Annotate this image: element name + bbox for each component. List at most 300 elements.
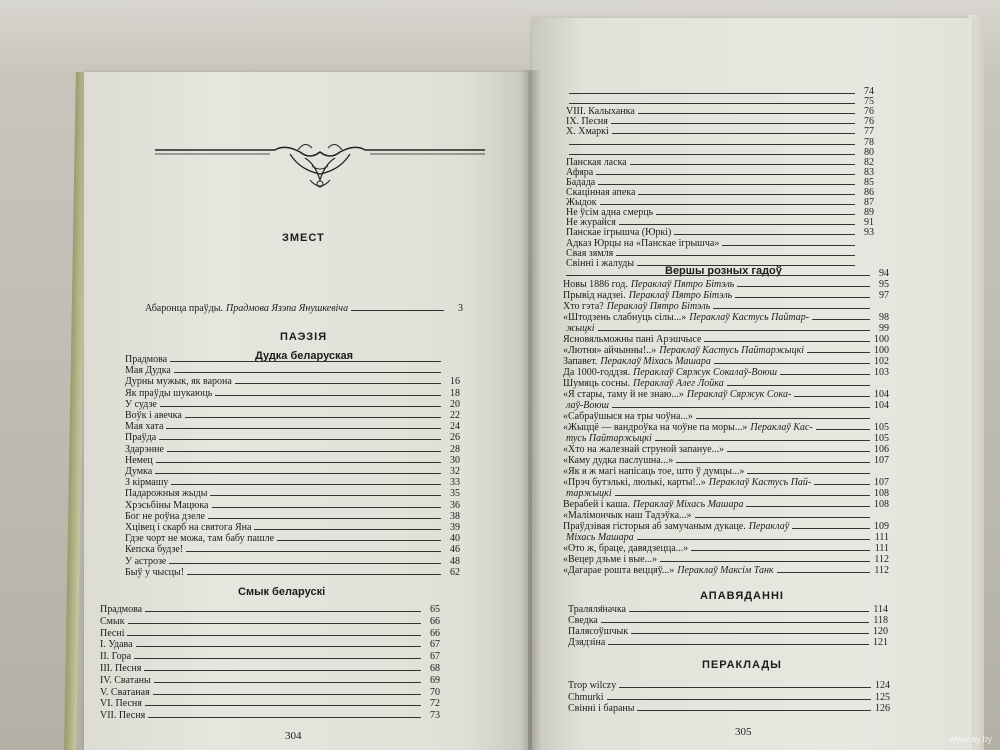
- toc-entry: [125, 511, 460, 522]
- leader-dots: [660, 560, 870, 562]
- intro-page: 3: [458, 303, 463, 314]
- toc-entry: [568, 692, 890, 703]
- entry-page: 114: [873, 604, 888, 615]
- entry-title: Песні: [100, 627, 125, 639]
- leader-dots: [159, 438, 441, 440]
- entry-title: Дзядзіна: [568, 637, 606, 648]
- entry-title: Палясоўшчык: [568, 626, 629, 637]
- entry-page: 78: [864, 136, 874, 148]
- entry-title: «Хто на жалезнай струной запануе...»: [563, 444, 725, 455]
- entry-title: Афяра: [566, 166, 594, 178]
- entry-page: 70: [430, 686, 440, 698]
- section-translations: ПЕРАКЛАДЫ: [702, 659, 782, 671]
- entry-title: Не журайся: [566, 217, 616, 229]
- leader-dots: [735, 296, 870, 298]
- entry-page: 18: [450, 387, 460, 399]
- entry-translator: Пераклаў Пятро Бітэль: [606, 301, 711, 312]
- entry-translator: Пераклаў Кастусь Пайтаржыцкі: [659, 345, 805, 356]
- entry-page: 107: [874, 455, 889, 466]
- toc-entry: [125, 544, 460, 555]
- leader-dots: [600, 203, 855, 205]
- entry-title: «Я стары, таму й не знаю...»: [563, 389, 684, 400]
- leader-dots: [615, 494, 870, 496]
- entry-page: 30: [450, 454, 460, 466]
- leader-dots: [596, 173, 855, 175]
- entry-title: IX. Песня: [566, 116, 608, 128]
- entry-page: 20: [450, 398, 460, 410]
- entry-page: 104: [874, 400, 889, 411]
- entry-page: 126: [875, 703, 890, 715]
- leader-dots: [714, 362, 870, 364]
- entry-title: «Дагарае рошта веццяў...»: [563, 565, 675, 576]
- toc-entry: [563, 444, 889, 455]
- section-smyk: Смык беларускі: [238, 586, 326, 598]
- entry-page: 69: [430, 674, 440, 686]
- entry-title: Запавет.: [563, 356, 598, 367]
- leader-dots: [807, 351, 870, 353]
- toc-entry: [100, 604, 440, 615]
- leader-dots: [674, 233, 855, 235]
- leader-dots: [155, 472, 441, 474]
- toc-entry: [563, 433, 889, 444]
- leader-dots: [792, 527, 870, 529]
- leader-dots: [655, 439, 870, 441]
- entry-page: 67: [430, 651, 440, 663]
- entry-title: Хцівец і скарб на святога Яна: [125, 522, 252, 533]
- toc-entry: [563, 411, 889, 422]
- toc-entry: [563, 477, 889, 488]
- toc-entry: [568, 604, 888, 615]
- toc-entry: [125, 388, 460, 399]
- toc-entry: [125, 522, 460, 533]
- entry-page: 107: [874, 477, 889, 488]
- leader-dots: [631, 632, 869, 634]
- entry-page: 111: [874, 543, 889, 554]
- entry-page: 124: [875, 680, 890, 691]
- leader-dots: [737, 285, 870, 287]
- entry-title: «Штодзень слабнуць сілы...»: [563, 312, 687, 323]
- toc-entry: [125, 466, 460, 477]
- leader-dots: [695, 516, 870, 518]
- entry-title: Chmurki: [568, 691, 604, 703]
- entry-page: 46: [450, 544, 460, 556]
- page-number-right: 305: [735, 726, 752, 738]
- entry-page: 82: [864, 156, 874, 168]
- entry-title: Панская ласка: [566, 156, 627, 168]
- entry-page: 76: [864, 116, 874, 128]
- entry-page: 102: [874, 356, 889, 367]
- entry-title: Прадмова: [100, 604, 143, 615]
- leader-dots: [619, 223, 855, 225]
- entry-title: Дурны мужык, як варона: [125, 376, 232, 388]
- leader-dots: [187, 573, 441, 575]
- toc-entry: [568, 703, 890, 714]
- leader-dots: [186, 550, 441, 552]
- leader-dots: [569, 92, 855, 94]
- leader-dots: [153, 693, 421, 695]
- entry-title: «Сабраўшыся на тры чоўна...»: [563, 411, 693, 422]
- leader-dots: [611, 122, 855, 124]
- toc-entry: [563, 543, 889, 554]
- entry-page: 83: [864, 166, 874, 178]
- entry-page: 97: [879, 290, 889, 301]
- leader-dots: [235, 382, 441, 384]
- entry-page: 68: [430, 663, 440, 674]
- entry-title: У судзе: [125, 398, 157, 410]
- entry-title: «Ото ж, браце, давядзецца...»: [563, 543, 689, 554]
- entry-translator: Пераклаў Сяржук Сокалаў-Воюш: [633, 367, 778, 378]
- toc-entry: [563, 367, 889, 378]
- leader-dots: [630, 163, 855, 165]
- entry-page: 104: [874, 389, 889, 400]
- leader-dots: [637, 709, 871, 711]
- entry-page: 32: [450, 466, 460, 477]
- entry-page: 65: [430, 604, 440, 615]
- toc-entry: [563, 312, 889, 323]
- toc-title: ЗМЕСТ: [282, 232, 325, 244]
- watermark: www.ay.by: [949, 734, 992, 744]
- entry-title: VII. Песня: [100, 710, 146, 722]
- entry-translator: тусь Пайтаржыцкі: [566, 433, 652, 444]
- entry-page: 98: [879, 312, 889, 323]
- leader-dots: [160, 405, 441, 407]
- toc-entry: [125, 556, 460, 567]
- entry-page: 36: [450, 499, 460, 511]
- entry-page: 85: [864, 176, 874, 188]
- intro-author: Прадмова Язэпа Янушкевіча: [225, 303, 349, 314]
- toc-entry: [568, 680, 890, 691]
- leader-dots: [816, 428, 870, 430]
- entry-title: Панскае ігрышча (Юркі): [566, 227, 672, 239]
- leader-dots: [185, 416, 441, 418]
- book-gutter: [520, 70, 542, 750]
- entry-title: Праўда: [125, 432, 157, 444]
- entry-title: VI. Песня: [100, 698, 142, 710]
- leader-dots: [794, 395, 870, 397]
- toc-entry: [563, 554, 889, 565]
- entry-title: «Вецер дзьме і вые...»: [563, 554, 658, 565]
- toc-entry: [100, 628, 440, 639]
- toc-entry: [125, 567, 460, 578]
- leader-dots: [704, 340, 870, 342]
- toc-entry: [563, 389, 889, 400]
- entry-page: 111: [874, 532, 889, 543]
- toc-intro-line: [145, 303, 463, 314]
- entry-title: Trop wilczy: [568, 680, 617, 691]
- entry-page: 26: [450, 432, 460, 444]
- entry-title: «Жыццё — вандроўка на чоўне па моры...»: [563, 422, 748, 433]
- entry-title: Бог не роўна дзеле: [125, 510, 205, 522]
- entry-translator: Пераклаў Міхась Машара: [632, 499, 744, 510]
- leader-dots: [638, 112, 855, 114]
- leader-dots: [777, 571, 870, 573]
- leader-dots: [713, 307, 870, 309]
- entry-translator: Пераклаў Пятро Бітэль: [630, 279, 735, 290]
- leader-dots: [608, 643, 869, 645]
- entry-translator: Міхась Машара: [566, 532, 634, 543]
- entry-title: Скацінная апека: [566, 187, 636, 198]
- leader-dots: [136, 645, 421, 647]
- toc-entry: [563, 521, 889, 532]
- entry-page: 87: [864, 197, 874, 209]
- toc-entry: [563, 565, 889, 576]
- toc-entry: [125, 354, 460, 365]
- toc-entry: [125, 410, 460, 421]
- leader-dots: [254, 528, 441, 530]
- entry-page: 22: [450, 410, 460, 421]
- toc-entry: [563, 400, 889, 411]
- entry-title: «Каму дудка паслушна...»: [563, 455, 674, 466]
- leader-dots: [696, 417, 870, 419]
- entry-page: 77: [864, 126, 874, 138]
- leader-dots: [128, 622, 421, 624]
- leader-dots: [747, 472, 870, 474]
- leader-dots: [171, 483, 441, 485]
- entry-title: Да 1000-годдзя.: [563, 367, 631, 378]
- leader-dots: [566, 274, 870, 276]
- entry-translator: Пераклаў: [748, 521, 790, 532]
- entry-title: Кепска будзе!: [125, 544, 184, 556]
- toc-entry: [125, 500, 460, 511]
- leader-dots: [351, 309, 444, 311]
- section-verses: Вершы розных гадоў: [665, 265, 782, 277]
- leader-dots: [616, 254, 855, 256]
- entry-title: Траляля̈начка: [568, 604, 626, 615]
- toc-entry: [100, 651, 440, 662]
- entry-title: Свінні і бараны: [568, 703, 635, 715]
- toc-entry: [100, 710, 440, 721]
- entry-title: Здарэнне: [125, 443, 164, 455]
- leader-dots: [727, 384, 870, 386]
- leader-dots: [637, 538, 870, 540]
- toc-entry: [563, 268, 889, 279]
- entry-page: 118: [873, 615, 888, 626]
- entry-page: 38: [450, 510, 460, 522]
- entry-translator: жыцкі: [566, 323, 595, 334]
- entry-page: 72: [430, 698, 440, 710]
- entry-page: 33: [450, 477, 460, 489]
- entry-translator: Пераклаў Кастусь Пайтар-: [689, 312, 810, 323]
- leader-dots: [134, 657, 421, 659]
- floral-ornament-icon: [150, 140, 490, 200]
- entry-page: 106: [874, 444, 889, 455]
- leader-dots: [145, 610, 421, 612]
- toc-entry: [563, 334, 889, 345]
- entry-title: Мая хата: [125, 421, 164, 433]
- entry-title: «Як я ж магі напісаць тое, што ў думцы...»: [563, 466, 745, 477]
- toc-entry: [125, 376, 460, 387]
- entry-title: VIII. Калыханка: [566, 106, 635, 118]
- toc-entry: [568, 637, 888, 648]
- leader-dots: [156, 461, 441, 463]
- entry-page: 105: [874, 422, 889, 433]
- entry-title: II. Гора: [100, 651, 132, 663]
- leader-dots: [569, 102, 855, 104]
- leader-dots: [612, 406, 870, 408]
- toc-entry: [563, 323, 889, 334]
- leader-dots: [144, 669, 421, 671]
- toc-entry: [563, 356, 889, 367]
- leader-dots: [691, 549, 870, 551]
- entry-page: 35: [450, 488, 460, 500]
- leader-dots: [780, 373, 870, 375]
- entry-page: 108: [874, 499, 889, 510]
- toc-entry: [125, 432, 460, 443]
- entry-translator: Пераклаў Максім Танк: [677, 565, 774, 576]
- entry-title: Свая зямля: [566, 247, 614, 259]
- entry-title: III. Песня: [100, 663, 142, 674]
- entry-title: З кірмашу: [125, 477, 169, 489]
- entry-title: Адказ Юрцы на «Панскае ігрышча»: [566, 237, 720, 249]
- entry-title: IV. Сватаны: [100, 674, 151, 686]
- entry-title: Не ўсім адна смерць: [566, 207, 654, 219]
- entry-title: Воўк і авечка: [125, 410, 182, 421]
- leader-dots: [166, 427, 441, 429]
- leader-dots: [727, 450, 870, 452]
- leader-dots: [145, 704, 421, 706]
- toc-entry: [563, 301, 889, 312]
- leader-dots: [215, 394, 441, 396]
- leader-dots: [212, 506, 442, 508]
- toc-entry: [563, 422, 889, 433]
- entry-title: Свінні і жалуды: [566, 257, 635, 269]
- entry-translator: таржыцкі: [566, 488, 612, 499]
- entry-page: 93: [864, 227, 874, 239]
- entry-title: Бадада: [566, 176, 596, 188]
- page-number-left: 304: [285, 730, 302, 742]
- leader-dots: [569, 153, 855, 155]
- leader-dots: [656, 213, 855, 215]
- entry-page: 89: [864, 207, 874, 219]
- entry-translator: Пераклаў Пятро Бітэль: [628, 290, 733, 301]
- toc-entry: [563, 488, 889, 499]
- entry-title: Падарожныя жыды: [125, 488, 208, 500]
- entry-page: 80: [864, 146, 874, 158]
- entry-translator: Пераклаў Кастусь Пай-: [708, 477, 812, 488]
- section-dudka: Дудка беларуская: [255, 350, 354, 362]
- toc-entry: [563, 455, 889, 466]
- entry-page: 91: [864, 217, 874, 229]
- leader-dots: [569, 143, 855, 145]
- entry-title: Прадмова: [125, 354, 168, 365]
- entry-translator: лаў-Воюш: [566, 400, 609, 411]
- entry-title: Прывід надзеі.: [563, 290, 626, 301]
- entry-page: 112: [874, 554, 889, 565]
- entry-page: 99: [879, 323, 889, 334]
- entry-title: Быў у чысцы!: [125, 566, 185, 578]
- entry-page: 39: [450, 522, 460, 533]
- toc-entry: [563, 466, 889, 477]
- toc-entry: [125, 399, 460, 410]
- leader-dots: [607, 698, 871, 700]
- toc-entry: [100, 616, 440, 627]
- entry-page: 95: [879, 279, 889, 290]
- leader-dots: [148, 716, 421, 718]
- leader-dots: [638, 193, 855, 195]
- entry-page: 67: [430, 639, 440, 651]
- leader-dots: [598, 183, 855, 185]
- toc-entry: [563, 345, 889, 356]
- leader-dots: [812, 318, 870, 320]
- entry-title: Думка: [125, 466, 153, 477]
- section-stories: АПАВЯДАННІ: [700, 590, 784, 602]
- toc-entry: [563, 532, 889, 543]
- toc-entry: [125, 455, 460, 466]
- leader-dots: [629, 610, 869, 612]
- entry-title: Праўдзівая гісторыя аб замучаным дукаце.: [563, 521, 746, 532]
- leader-dots: [746, 505, 870, 507]
- entry-page: 66: [430, 627, 440, 639]
- leader-dots: [208, 517, 441, 519]
- toc-entry: [100, 687, 440, 698]
- leader-dots: [169, 562, 441, 564]
- entry-translator: Пераклаў Сяржук Сока-: [686, 389, 792, 400]
- entry-title: I. Удава: [100, 639, 133, 651]
- entry-page: 40: [450, 533, 460, 545]
- leader-dots: [210, 494, 441, 496]
- entry-page: 62: [450, 566, 460, 578]
- leader-dots: [619, 686, 871, 688]
- toc-entry: [100, 639, 440, 650]
- section-poetry: ПАЭЗІЯ: [280, 331, 328, 343]
- entry-page: 120: [873, 626, 888, 637]
- entry-title: Мая Дудка: [125, 365, 171, 377]
- leader-dots: [601, 621, 869, 623]
- entry-page: 28: [450, 443, 460, 455]
- entry-translator: Пераклаў Алег Лойка: [633, 378, 724, 389]
- leader-dots: [277, 539, 441, 541]
- entry-page: 48: [450, 555, 460, 567]
- entry-page: 66: [430, 615, 440, 627]
- entry-title: Смык: [100, 615, 125, 627]
- entry-translator: Пераклаў Міхась Машара: [600, 356, 711, 367]
- leader-dots: [598, 329, 870, 331]
- entry-page: 75: [864, 96, 874, 108]
- entry-title: Ясновяльможны пані Арэшчысе: [563, 334, 702, 345]
- toc-entry: [563, 510, 889, 521]
- entry-title: Жыдок: [566, 197, 597, 209]
- entry-page: 109: [874, 521, 889, 532]
- leader-dots: [167, 450, 441, 452]
- entry-translator: Пераклаў Кас-: [750, 422, 813, 433]
- entry-page: 94: [879, 268, 889, 279]
- toc-entry: [568, 615, 888, 626]
- entry-page: 100: [874, 334, 889, 345]
- toc-entry: [125, 477, 460, 488]
- entry-title: Шумяць сосны.: [563, 378, 630, 389]
- toc-entry: [125, 488, 460, 499]
- entry-title: «Прэч бутэлькі, люлькі, карты!..»: [563, 477, 706, 488]
- entry-title: Хрэсьбіны Мацюка: [125, 499, 209, 511]
- toc-entry: [125, 365, 460, 376]
- entry-page: 125: [875, 691, 890, 703]
- entry-title: Хто гэта?: [563, 301, 604, 312]
- entry-title: X. Хмаркі: [566, 126, 609, 138]
- entry-title: Сведка: [568, 615, 598, 626]
- toc-entry: [563, 499, 889, 510]
- entry-title: Верабей і каша.: [563, 499, 630, 510]
- toc-entry: [568, 626, 888, 637]
- leader-dots: [170, 360, 441, 362]
- toc-entry: [125, 421, 460, 432]
- entry-title: «Лютня» айчынны!..»: [563, 345, 657, 356]
- toc-entry: [563, 279, 889, 290]
- toc-entry: [100, 675, 440, 686]
- leader-dots: [174, 371, 441, 373]
- entry-page: 105: [874, 433, 889, 444]
- entry-page: 73: [430, 710, 440, 722]
- entry-title: У астрозе: [125, 555, 167, 567]
